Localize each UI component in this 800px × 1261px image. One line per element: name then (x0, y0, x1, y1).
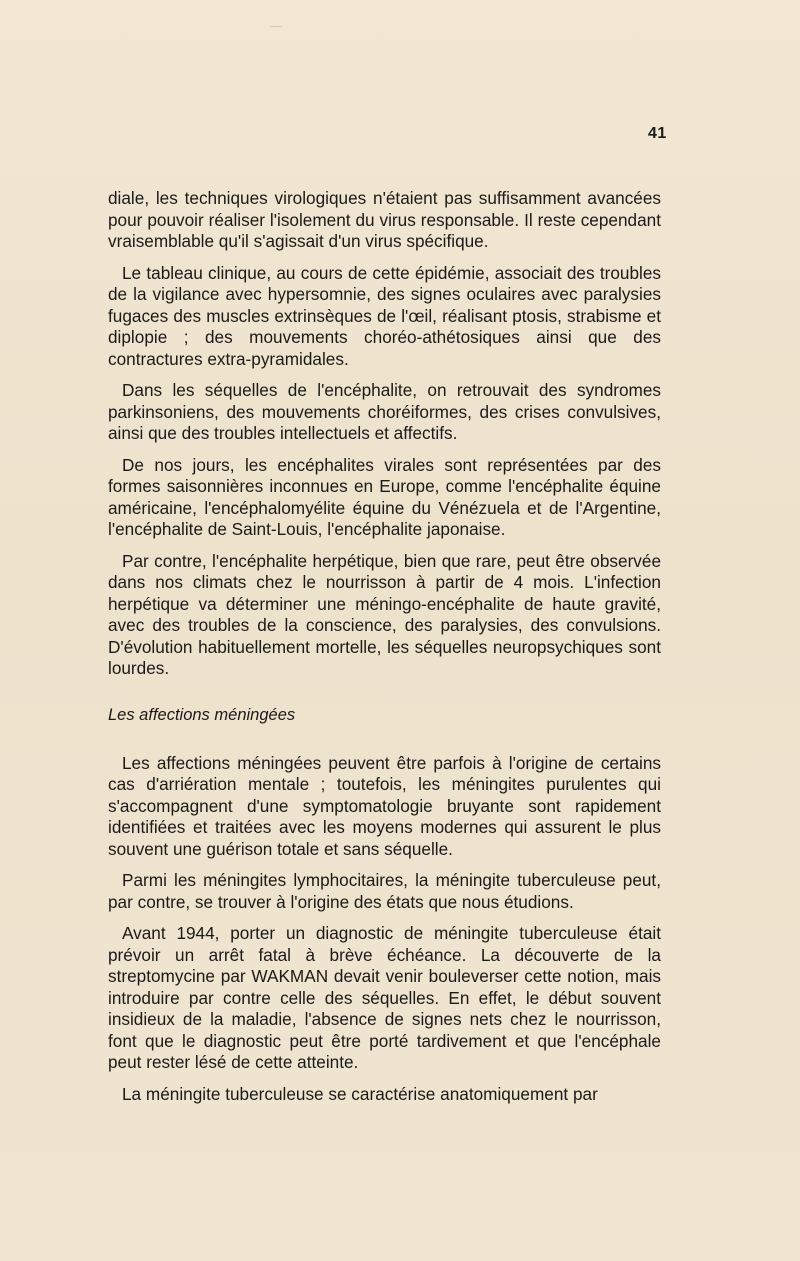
section-title: Les affections méningées (108, 705, 296, 724)
paragraph-1: diale, les techniques virologiques n'étaient pas suffisamment avancées pour pouvoir réaliser l'isolement du virus responsable. Il reste cependant vraisemblable qu'il s'agissait d'un virus spécifique. (108, 188, 661, 251)
paragraph-5: Par contre, l'encéphalite herpétique, bien que rare, peut être observée dans nos climats chez le nourrisson à partir de 4 mois. L'infection herpétique va déterminer une méningo-encéphalite de haute gravité, avec des troubles de la conscience, des paralysies, des convulsions. D'évolution habituellement mortelle, les séquelles neuropsychiques sont lourdes. (108, 550, 661, 678)
page-number: 41 (648, 125, 667, 142)
paragraph-2: Le tableau clinique, au cours de cette épidémie, associait des troubles de la vigilance avec hypersomnie, des signes oculaires avec paralysies fugaces des muscles extrinsèques de l'œil, réalisant ptosis, strabisme et diplopie ; des mouvements choréo-athétosiques ainsi que des contractures extra-pyramidales. (108, 262, 661, 369)
paragraph-4: De nos jours, les encéphalites virales sont représentées par des formes saisonnières inconnues en Europe, comme l'encéphalite équine américaine, l'encéphalomyélite équine du Vénézuela et de l'Argentine, l'encéphalite de Saint-Louis, l'encéphalite japonaise. (108, 454, 661, 539)
paragraph-3: Dans les séquelles de l'encéphalite, on retrouvait des syndromes parkinsoniens, des mouvements choréiformes, des crises convulsives, ainsi que des troubles intellectuels et affectifs. (108, 380, 661, 443)
paragraph-6: Les affections méningées peuvent être parfois à l'origine de certains cas d'arriération mentale ; toutefois, les méningites purulentes qui s'accompagnent d'une symptomatologie bruyante sont rapidement identifiées et traitées avec les moyens modernes qui assurent le plus souvent une guérison totale et sans séquelle. (108, 752, 661, 859)
paragraph-9: La méningite tuberculeuse se caractérise anatomiquement par (122, 1083, 598, 1104)
page-mark (270, 26, 282, 27)
page-content (108, 188, 661, 1115)
paragraph-7: Parmi les méningites lymphocitaires, la méningite tuberculeuse peut, par contre, se trouver à l'origine des états que nous étudions. (108, 870, 661, 912)
paragraph-8: Avant 1944, porter un diagnostic de méningite tuberculeuse était prévoir un arrêt fatal à brève échéance. La découverte de la streptomycine par WAKMAN devait venir bouleverser cette notion, mais introduire par contre celle des séquelles. En effet, le début souvent insidieux de la maladie, l'absence de signes nets chez le nourrisson, font que le diagnostic peut être porté tardivement et que l'encéphale peut rester lésé de cette atteinte. (108, 923, 661, 1072)
